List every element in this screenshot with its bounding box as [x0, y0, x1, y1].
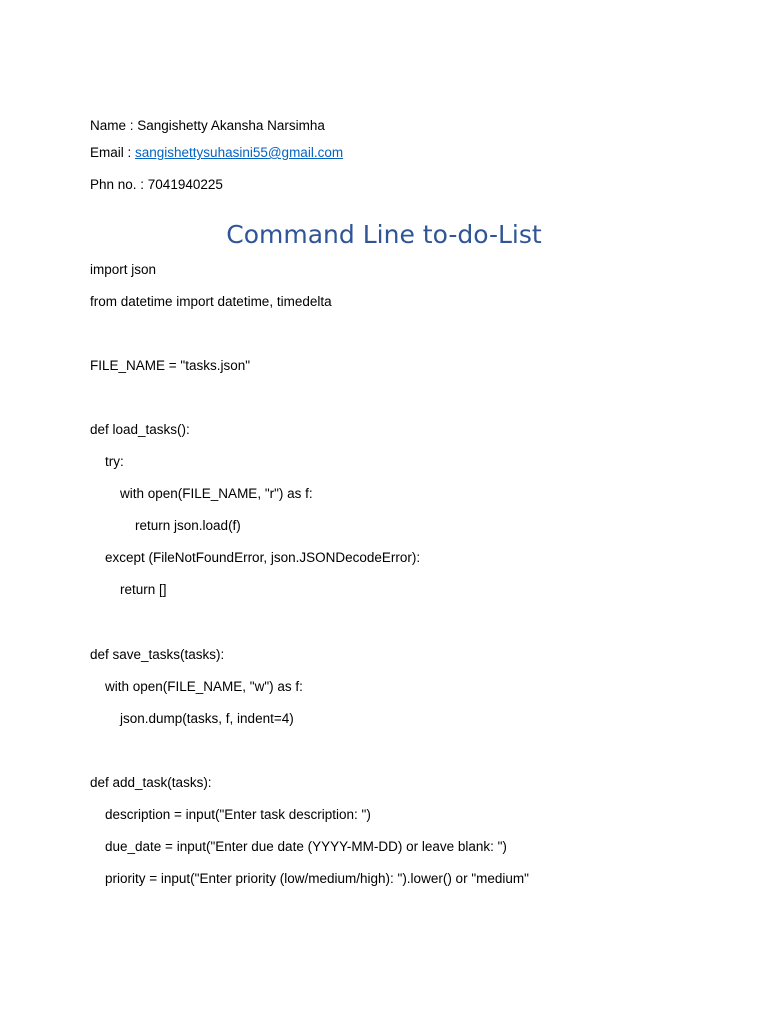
- email-link[interactable]: sangishettysuhasini55@gmail.com: [135, 145, 344, 160]
- code-line: FILE_NAME = "tasks.json": [90, 358, 251, 373]
- code-line: with open(FILE_NAME, "r") as f:: [90, 486, 313, 501]
- email-line: [90, 144, 343, 162]
- author-name: Name : Sangishetty Akansha Narsimha: [90, 118, 325, 133]
- code-line: except (FileNotFoundError, json.JSONDecodeError):: [90, 550, 421, 565]
- code-line: from datetime import datetime, timedelta: [90, 294, 332, 309]
- phone-line: Phn no. : 7041940225: [90, 177, 223, 192]
- email-label: Email :: [90, 145, 136, 160]
- code-line: with open(FILE_NAME, "w") as f:: [90, 679, 303, 694]
- code-line: description = input("Enter task description: "): [90, 807, 371, 822]
- code-line: due_date = input("Enter due date (YYYY-MM-DD) or leave blank: "): [90, 839, 507, 854]
- code-line: def save_tasks(tasks):: [90, 647, 225, 662]
- code-line: import json: [90, 262, 157, 277]
- document-title: Command Line to-do-List: [226, 220, 542, 249]
- code-line: priority = input("Enter priority (low/medium/high): ").lower() or "medium": [90, 871, 529, 886]
- code-line: return []: [90, 582, 167, 597]
- code-line: def load_tasks():: [90, 422, 190, 437]
- code-line: try:: [90, 454, 124, 469]
- code-line: json.dump(tasks, f, indent=4): [90, 711, 294, 726]
- code-line: def add_task(tasks):: [90, 775, 212, 790]
- code-line: return json.load(f): [90, 518, 241, 533]
